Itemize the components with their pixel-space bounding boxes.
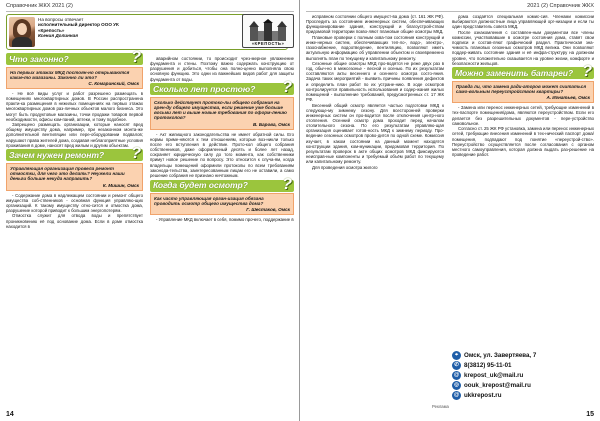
answer-text: [150, 132, 294, 178]
paragraph: исправном состоянии общего имущест-ва дома (ст. 161 ЖК РФ). Проследить за состоянием инженерных систем, обеспечивающих функционирование здания, конструкций и благоустрой-ством придомовой территории позво-ляют плановые общие осмотры МКД.: [306, 14, 444, 35]
paragraph: Для проведения осмотра жилого: [312, 164, 378, 170]
section-header-protocol: [150, 79, 294, 97]
paragraph: После ознакомления с составлен-ным документом все члены комиссии, участвовавшие в осмотре состояния дома, ставят свои подписи и состав-ляют графический раздел. Практическая зна-чимость плановых сезонных осмотров МКД велика. Они позволяют поддер-живать состояние здания и её инфра-структуру на должном уровне, что положительно сказывается на уровне жизни, комфорте и безопасности жильцов.: [452, 29, 594, 66]
question-box: [6, 163, 143, 191]
email-icon: @: [453, 392, 460, 398]
answer-text: [6, 193, 143, 229]
paragraph: - Не всё виды услуг и работ разрешено размещать в помещениях многоквартирных домов. В России распространена практи-ка размещения в нежилых помещениях на первых этажах многоквартирных домов раз-личных объектов малого бизнеса. Это могут быть продуктовые магазины, точки продажи товаров первой необходимости, офисы ком-паний, аптеки, и тому подобное.: [6, 90, 143, 122]
left-column-1: [6, 14, 143, 229]
company-logo: [242, 14, 294, 48]
paragraph: Сезонные общие осмотры МКД про-водятся не реже двух раз в год, обыч-но в межсезонье - весной и осенью. По их результатам составляются акты весеннего и осеннего осмотра состо-яния. Задача таких мероприятий - выявить причины появления дефектов и определить план работ по их устране-нию. В ходе осмотров контролируется правильность использования и содер-жания жилых помещений - выполнение требований, предусмотренных ст. 17 ЖК РФ.: [306, 61, 444, 103]
ad-phone: 8(3812) 95-11-01: [464, 361, 512, 369]
section-title: Можно заменить батареи?: [455, 67, 574, 78]
question-box: [150, 97, 294, 130]
header-rule: [306, 11, 594, 12]
question-text: Сколько действует протоко-лы общего собрания на арен-ду общего имущества, если решение уже больше восьми лет и выше новые требования по оформ-лению протоколов?: [154, 99, 287, 121]
question-text: Как часто управляющая орган-изация обязана проводить осмотр общего имущества дома?: [154, 196, 264, 207]
paragraph: Согласно ст. 25 ЖК РФ установка, замена или перенос инженерных сетей, требующие внесения изменений в тех-нический паспорт дома/помещения, подпадают под понятие «переустрой-ство». Переустройство осуществляется после согласования с органом местного самоуправления, которая должна выдать раз-решение на проведение работ.: [452, 126, 594, 157]
running-head-right: 2021 (2) Справочник ЖКХ: [527, 3, 594, 9]
question-mark-icon: ?: [131, 49, 141, 66]
right-column-2: [452, 14, 594, 157]
ad-email-secondary: oouk_krepost@mail.ru: [464, 381, 531, 389]
answer-text: [6, 91, 143, 148]
left-column-2: [150, 14, 294, 223]
section-header-legal: [6, 49, 143, 66]
section-header-repair: [6, 145, 143, 163]
web-icon: ◎: [452, 381, 461, 390]
expert-photo: [9, 17, 35, 47]
ad-email2-row: [452, 380, 594, 390]
header-rule: [6, 11, 294, 12]
ad-website: ukkrepost.ru: [464, 391, 502, 399]
ad-web-row: [452, 390, 594, 400]
ad-label: Реклама: [432, 404, 449, 409]
paragraph: Запрещено размещать организации, которые наносят вред общему имуществу дома, например, при незаконном монта-же дополнительной вентиляции или пере-оборудовании подвалов; нарушают права жителей дома, создавая неблагоприятные условия проживания в доме, наносят вред жилым и другим объектам.: [6, 122, 143, 148]
question-author: С. Комаринский, Омск: [88, 80, 139, 86]
email-icon: @: [453, 372, 460, 378]
question-author: А. Игнатьев, Омск: [546, 95, 590, 101]
fortress-icon: [246, 19, 290, 41]
question-text: На первых этажах МКД постоян-но открываются какие-то магазины. Законно ли это?: [10, 69, 130, 80]
section-title: Когда будет осмотр?: [153, 180, 248, 190]
answer-text-continued: [150, 56, 294, 82]
question-mark-icon: ?: [582, 63, 592, 81]
answer-text-continued: [452, 14, 594, 66]
expert-role: исполнительный директор ООО УК «Крепость»: [38, 22, 119, 33]
ad-email-row: [452, 370, 594, 380]
paragraph: Весенний общий осмотр является частью подготовки МКД к следующе-му зимнему сезону. Для всесторонней проверки инженерных систем он про-водится после отключения центр-ного отопления. Осенний осмотр дома проходит перед началом отопительного сезона. По его результатам управляю-щая организация оценивает готов-ность МКД к зимнему периоду. Про-ведение сезонных осмотров прово-дится по одной схеме. Комиссия изучает, в каком состоянии на данный момент находятся конструкции здания, ком-муникации, придомовая территория. По результатам проверок в акте общих осмотров МКД фиксируются неисправ-ные компоненты и требуемый объём работ по текущему или капитальному ремонту.: [306, 102, 444, 165]
question-author: К. Мишин, Омск: [102, 182, 139, 188]
right-column-1: [306, 14, 444, 170]
section-header-radiators: [452, 63, 594, 81]
page-number-left: 14: [6, 411, 14, 418]
answer-text: [452, 105, 594, 157]
question-box: [6, 67, 143, 89]
section-header-inspection: [150, 175, 294, 193]
location-pin-icon: ⌖: [452, 351, 461, 360]
contact-advertisement: [452, 350, 594, 406]
question-box: [452, 81, 594, 103]
running-head-left: Справочник ЖКХ 2021 (2): [6, 3, 73, 9]
ad-phone-row: [452, 360, 594, 370]
paragraph: Плановые проверки с полным охва-том состояния конструкций и инже-нерных систем, обеспечивающих теп-ло-, водо-, электро-, газоснабжение, водоотведение, вентиляцию, позволяют иметь актуальную информацию об управлении объектом и своевременно выполнять план по текущему и капитальному ремонту.: [306, 34, 444, 61]
paragraph: - Управление МКД включает в себя, помимо прочего, поддержание в: [156, 217, 294, 223]
question-author: В. Барова, Омск: [252, 121, 290, 127]
question-box: [150, 193, 294, 215]
section-title: Зачем нужен ремонт?: [9, 149, 105, 160]
phone-icon: ✆: [452, 361, 461, 370]
answer-text: [150, 217, 294, 222]
answer-text-continued: [306, 14, 444, 170]
page-right: [300, 0, 600, 421]
section-title: Сколько лет простою?: [153, 83, 256, 94]
question-author: Г. Шестаков, Омск: [246, 207, 290, 213]
paragraph: дома создаётся специальная комис-сия. Членами комиссии выбираются должностные лица управляющей орг-низации и если ты один представитель совета МКД.: [452, 14, 594, 30]
page-number-right: 15: [586, 411, 594, 418]
paragraph: Отмостка служит для отвода воды и препятствует проникновению её под основание дома. Если в доме отмостка находится в: [6, 213, 143, 229]
section-title: Что законно?: [9, 53, 69, 64]
ad-address: Омск, ул. Завертяева, 7: [464, 351, 537, 359]
question-text: Управляющая организация провела ремонт отмостки, для чего это делать? Неужели наши деньги больше некуда направить?: [10, 165, 125, 182]
paragraph: - Содержание дома в надлежащем состоянии и ремонт общего имущества соб-ственников - основная функция управляю-щих организаций. К такому имуществу отно-сится и отмостка дома, разрушение которой приводит к большим энергопотерям.: [6, 192, 143, 213]
question-mark-icon: ?: [131, 145, 141, 163]
paragraph: - Акт жилищного законодательства не имеет обратной силы. Его нормы приме-няются к тем отношениям, которые воз-никли только после его вступления в действие. Прото-кол общего собрания собственников, даже оформленный десять и более лет назад, сохраняет юридическую силу до того момента, как собственники примут новое решение по вопросу. Это относится к случа-ям, когда владельцы помещений оформили протоколы по всем требованиям законода-тельства, заинтересованным лицам его не оставили, а само решение собрания не признано ничтожным.: [150, 131, 294, 178]
paragraph: - Замена или перенос инженерных сетей, требующие изменений в тех-паспорте помещения/дома, являются переустройством. Если его делается без разрешительных документов - пере-устройство самовольное.: [452, 105, 594, 126]
logo-text: «КРЕПОСТЬ»: [251, 41, 285, 46]
logo-row: [150, 14, 294, 54]
paragraph: аварийном состоянии, то происходит чрез-мерное увлажнение фундамента и стены. Поэтому важно содержать конструкцию от разрушения и добиться, чтобы она полно-ценно выполняла свою основную функцию. Это одни из важнейших видов работ для защиты фундамента от воды.: [150, 56, 294, 82]
question-text: Правда ли, что замена ради-аторов может считаться само-вольным переустройством квартиры?: [456, 83, 587, 95]
ad-email: krepost_uk@mail.ru: [464, 371, 524, 379]
expert-info: [38, 17, 146, 47]
question-mark-icon: ?: [282, 175, 292, 193]
question-mark-icon: ?: [282, 79, 292, 97]
expert-name: Ксения Долинная: [38, 32, 78, 38]
ad-address-row: [452, 350, 594, 360]
expert-intro: На вопросы отвечает: [38, 17, 84, 22]
